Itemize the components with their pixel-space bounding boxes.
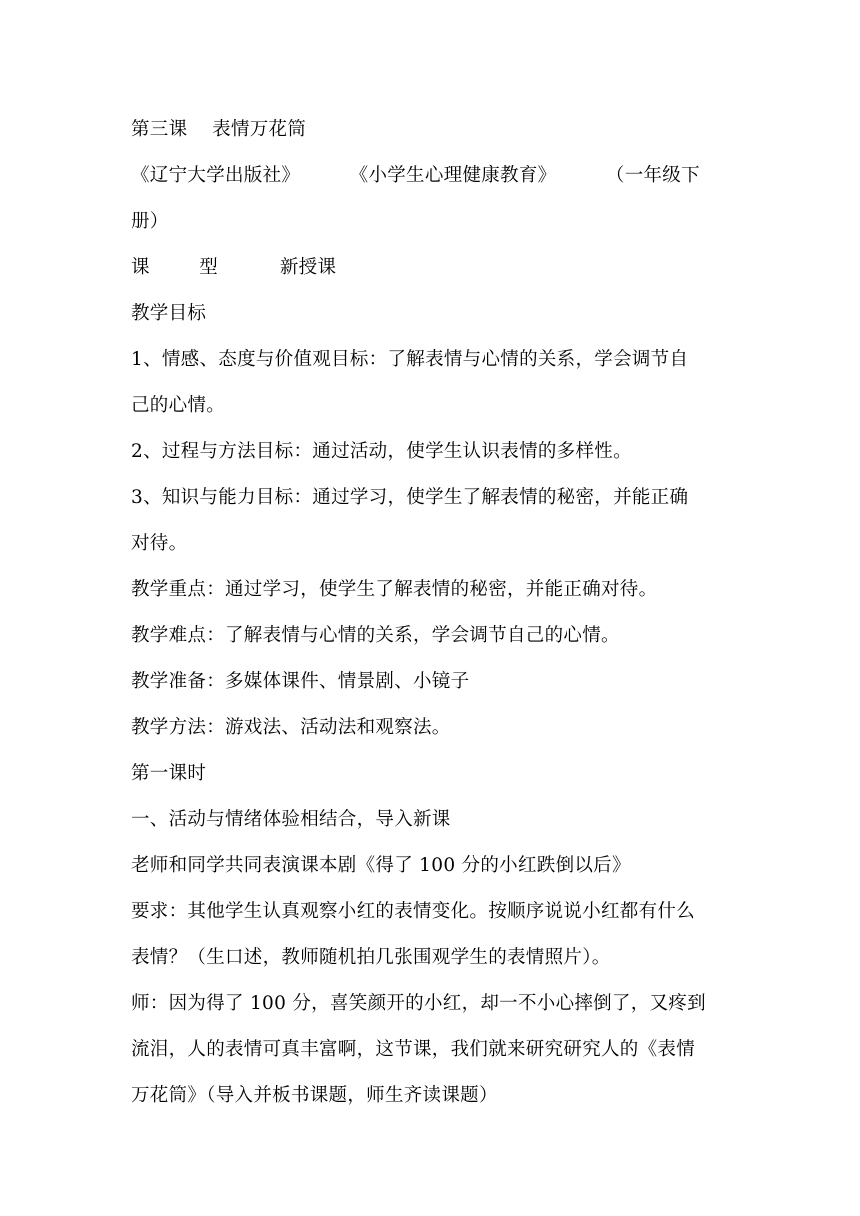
lesson-type: 课 型 新授课 bbox=[131, 257, 337, 278]
teaching-focus: 教学重点：通过学习，使学生了解表情的秘密，并能正确对待。 bbox=[131, 579, 658, 600]
first-period-heading: 第一课时 bbox=[131, 763, 207, 784]
teaching-methods: 教学方法：游戏法、活动法和观察法。 bbox=[131, 717, 451, 738]
publisher-line: 《辽宁大学出版社》 《小学生心理健康教育》 （一年级下 bbox=[131, 165, 700, 186]
teacher-remark: 师：因为得了 100 分，喜笑颜开的小红，却一不小心摔倒了，又疼到 bbox=[131, 993, 706, 1014]
section-heading-objectives: 教学目标 bbox=[131, 303, 207, 324]
activity-line: 老师和同学共同表演课本剧《得了 100 分的小红跌倒以后》 bbox=[131, 855, 631, 876]
objective-1-cont: 己的心情。 bbox=[131, 395, 226, 416]
lesson-title: 第三课 表情万花筒 bbox=[131, 119, 307, 140]
part-one-heading: 一、活动与情绪体验相结合，导入新课 bbox=[131, 809, 451, 830]
publisher-line-cont: 册） bbox=[131, 211, 169, 232]
requirement-line: 要求：其他学生认真观察小红的表情变化。按顺序说说小红都有什么 bbox=[131, 901, 696, 922]
objective-3: 3、知识与能力目标：通过学习，使学生了解表情的秘密，并能正确 bbox=[131, 487, 689, 508]
objective-3-cont: 对待。 bbox=[131, 533, 188, 554]
teacher-remark-cont-2: 万花筒》（导入并板书课题，师生齐读课题） bbox=[131, 1085, 498, 1106]
teaching-preparation: 教学准备：多媒体课件、情景剧、小镜子 bbox=[131, 671, 470, 692]
teacher-remark-cont-1: 流泪，人的表情可真丰富啊，这节课，我们就来研究研究人的《表情 bbox=[131, 1039, 696, 1060]
objective-2: 2、过程与方法目标：通过活动，使学生认识表情的多样性。 bbox=[131, 441, 632, 462]
teaching-difficulty: 教学难点：了解表情与心情的关系，学会调节自己的心情。 bbox=[131, 625, 620, 646]
requirement-line-cont: 表情？（生口述，教师随机拍几张围观学生的表情照片）。 bbox=[131, 947, 611, 968]
objective-1: 1、情感、态度与价值观目标：了解表情与心情的关系，学会调节自 bbox=[131, 349, 689, 370]
